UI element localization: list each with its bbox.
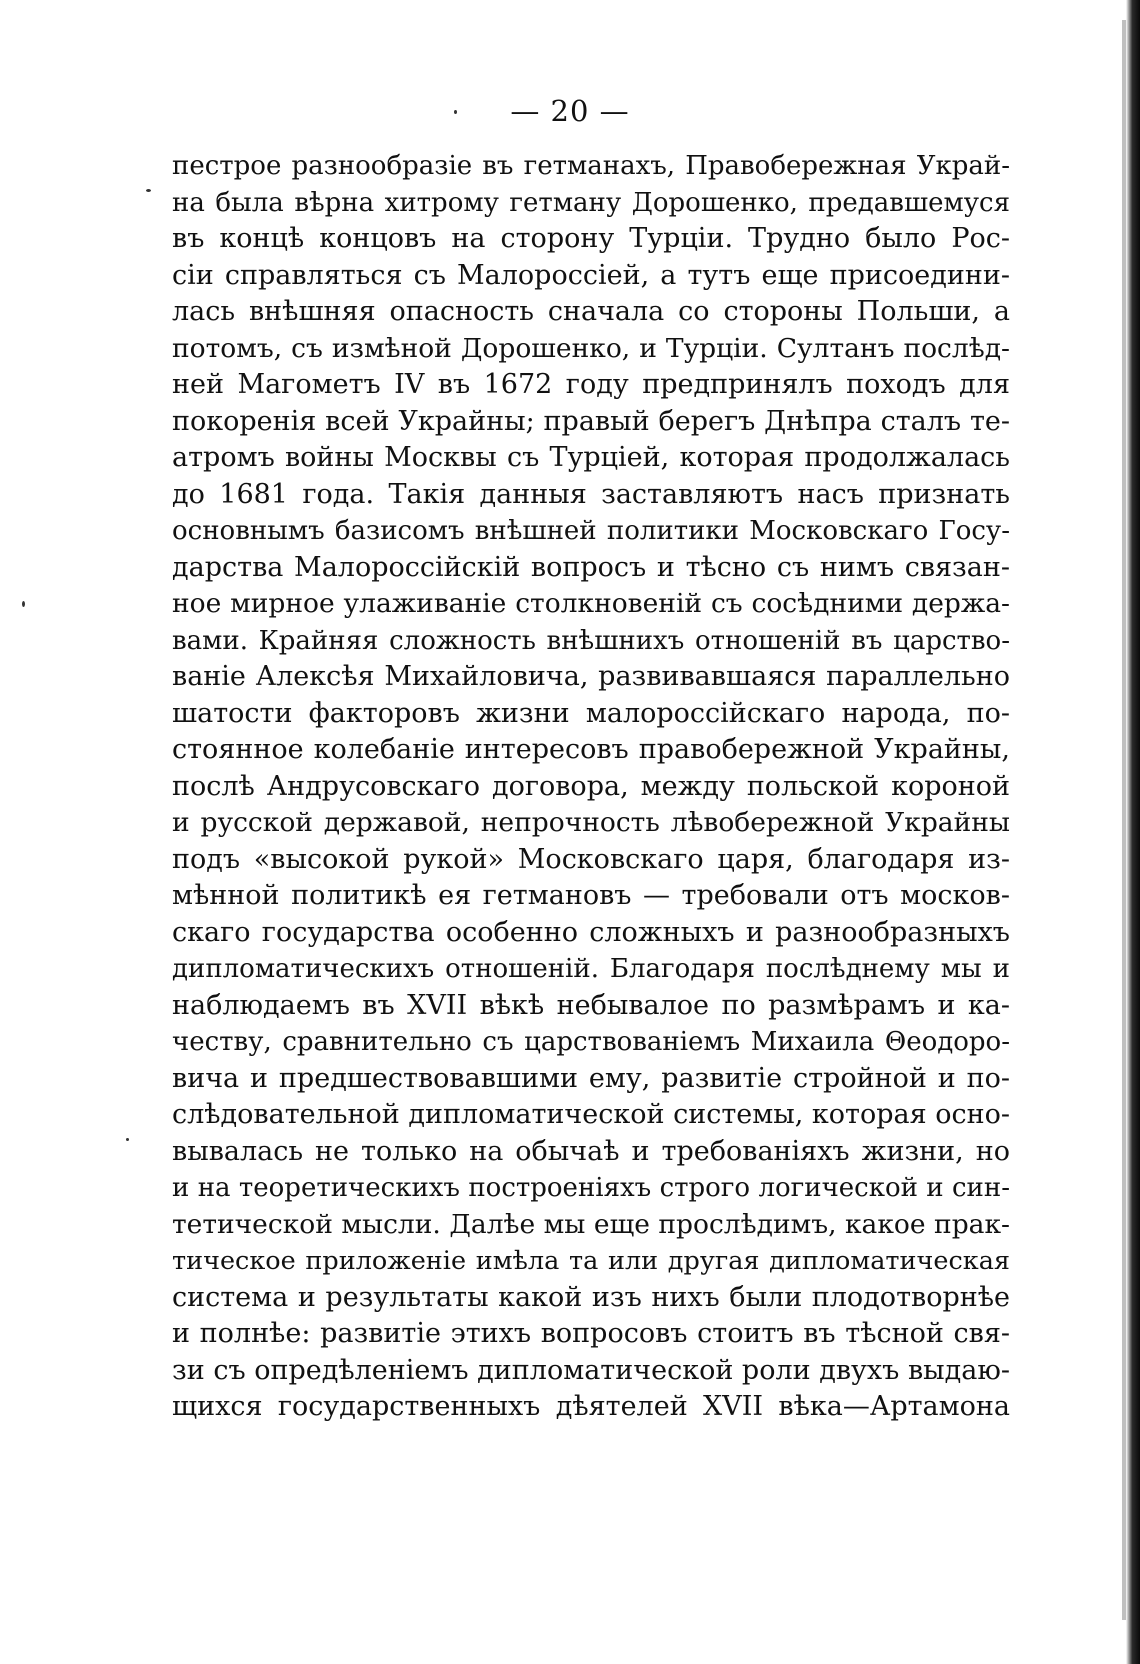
text-line: система и результаты какой изъ нихъ были плодотворнѣе — [172, 1281, 1010, 1313]
text-line: потомъ, съ измѣной Дорошенко, и Турціи. Султанъ послѣд- — [172, 332, 1010, 364]
text-line: слѣдовательной дипломатической системы, которая осно- — [172, 1099, 1010, 1130]
text-line: и русской державой, непрочность лѣвобережной Украйны — [172, 807, 1010, 838]
text-line: тическое приложеніе имѣла та или другая дипломатическая — [172, 1246, 1010, 1276]
text-line: вами. Крайняя сложность внѣшнихъ отношеній въ царство- — [172, 625, 1010, 656]
text-line: покоренія всей Украйны; правый берегъ Днѣпра сталъ те- — [172, 405, 1010, 437]
text-line: щихся государственныхъ дѣятелей XVII вѣка—Артамона — [172, 1391, 1010, 1422]
text-line: на была вѣрна хитрому гетману Дорошенко, предавшемуся — [172, 187, 1010, 218]
text-line: ваніе Алексѣя Михайловича, развивавшаяся параллельно — [172, 661, 1010, 692]
text-line: въ концѣ концовъ на сторону Турціи. Трудно было Рос- — [172, 223, 1010, 254]
text-line: дарства Малороссійскій вопросъ и тѣсно съ нимъ связан- — [172, 551, 1010, 583]
text-line: и на теоретическихъ построеніяхъ строго логической и син- — [172, 1173, 1010, 1203]
text-line: наблюдаемъ въ XVII вѣкѣ небывалое по размѣрамъ и ка- — [172, 989, 1010, 1021]
print-speck — [146, 189, 151, 192]
text-line: зи съ опредѣленіемъ дипломатической роли двухъ выдаю- — [172, 1354, 1010, 1386]
text-line: мѣнной политикѣ ея гетмановъ — требовали отъ москов- — [172, 880, 1010, 911]
body-text — [172, 148, 1010, 1426]
print-speck — [22, 601, 25, 607]
text-line: до 1681 года. Такія данныя заставляютъ насъ признать — [172, 478, 1010, 510]
text-line: основнымъ базисомъ внѣшней политики Московскаго Госу- — [172, 516, 1010, 546]
text-line: честву, сравнительно съ царствованіемъ Михаила Θеодоро- — [172, 1027, 1010, 1057]
text-line: лась внѣшняя опасность сначала со стороны Польши, а — [172, 296, 1010, 327]
text-line: стоянное колебаніе интересовъ правобережной Украйны, — [172, 734, 1010, 765]
print-speck — [454, 110, 457, 114]
text-line: ней Магометъ IV въ 1672 году предпринялъ походъ для — [172, 369, 1010, 400]
print-speck — [126, 1138, 129, 1141]
text-line: шатости факторовъ жизни малороссійскаго народа, по- — [172, 697, 1010, 729]
text-line: пестрое разнообразіе въ гетманахъ, Правобережная Украй- — [172, 151, 1010, 181]
text-line: скаго государства особенно сложныхъ и разнообразныхъ — [172, 916, 1010, 948]
text-line: ное мирное улаживаніе столкновеній съ сосѣдними держа- — [172, 588, 1010, 619]
page-edge-shadow — [1126, 0, 1140, 1664]
text-line: и полнѣе: развитіе этихъ вопросовъ стоитъ въ тѣсной свя- — [172, 1318, 1010, 1349]
text-line: подъ «высокой рукой» Московскаго царя, благодаря из- — [172, 843, 1010, 875]
text-line: вывалась не только на обычаѣ и требованіяхъ жизни, но — [172, 1135, 1010, 1167]
text-line: послѣ Андрусовскаго договора, между польской короной — [172, 770, 1010, 802]
page-number: — 20 — — [510, 94, 630, 128]
text-line: дипломатическихъ отношеній. Благодаря послѣднему мы и — [172, 954, 1010, 984]
text-line: атромъ войны Москвы съ Турціей, которая продолжалась — [172, 442, 1010, 473]
text-line: вича и предшествовавшими ему, развитіе стройной и по- — [172, 1062, 1010, 1094]
text-line: тетической мысли. Далѣе мы еще прослѣдимъ, какое прак- — [172, 1208, 1010, 1240]
text-line: сіи справляться съ Малороссіей, а тутъ еще присоедини- — [172, 259, 1010, 291]
